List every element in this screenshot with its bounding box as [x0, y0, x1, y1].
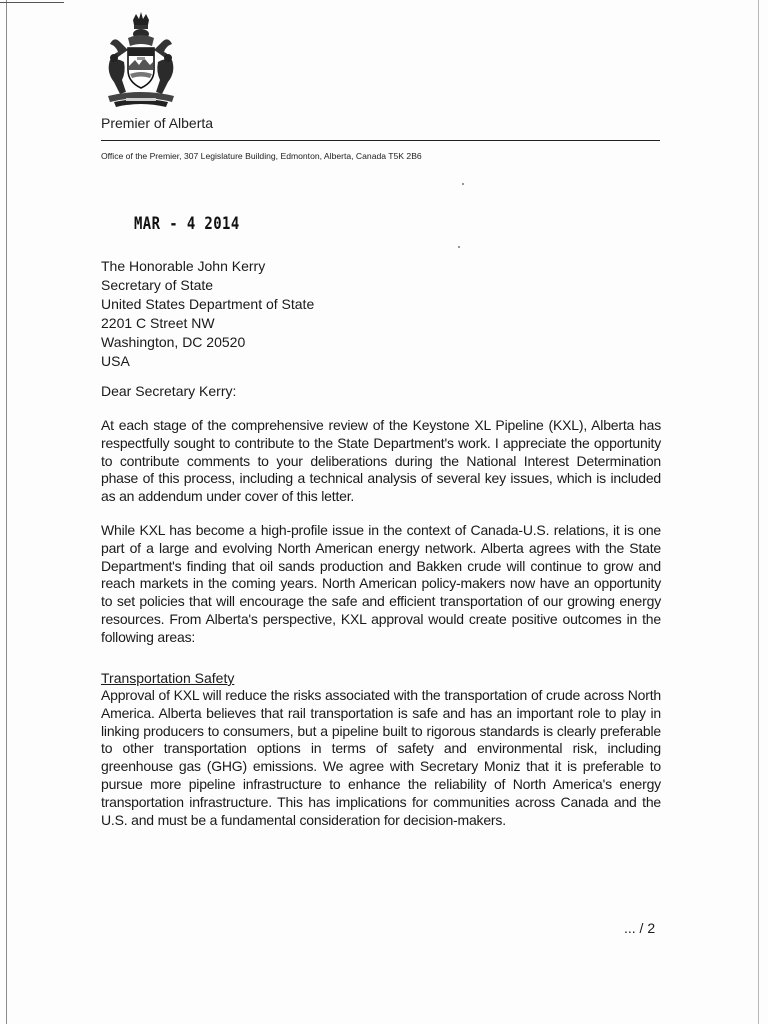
- recipient-line: Washington, DC 20520: [101, 334, 246, 350]
- section-heading-transportation-safety: Transportation Safety: [101, 670, 235, 686]
- page-continuation-number: ... / 2: [624, 920, 656, 936]
- recipient-line: Secretary of State: [101, 277, 214, 293]
- body-paragraph-3: Approval of KXL will reduce the risks associated with the transportation of crude across North America. Alberta believes that rail transportation is safe and has an important role to play in linking producers to consumers, but a pipeline built to rigorous standards is clearly preferable to other transportation options in terms of safety and environmental risk, including greenhouse gas (GHG) emissions. We agree with Secretary Moniz that it is preferable to pursue more pipeline infrastructure to enhance the reliability of North America's energy transportation infrastructure. This has implications for communities across Canada and the U.S. and must be a fundamental consideration for decision-makers.: [101, 687, 661, 828]
- salutation: Dear Secretary Kerry:: [101, 383, 237, 399]
- recipient-address-block: [101, 257, 314, 371]
- recipient-line: 2201 C Street NW: [101, 315, 215, 331]
- body-paragraph-2: While KXL has become a high-profile issue in the context of Canada-U.S. relations, it is one part of a large and evolving North American energy network. Alberta agrees with the State Department's finding that oil sands production and Bakken crude will continue to grow and reach markets in the coming years. North American policy-makers now have an opportunity to set policies that will encourage the safe and efficient transportation of our growing energy resources. From Alberta's perspective, KXL approval would create positive outcomes in the following areas:: [101, 522, 661, 645]
- recipient-line: The Honorable John Kerry: [101, 258, 266, 274]
- recipient-line: United States Department of State: [101, 296, 315, 312]
- scan-edge-right: [758, 0, 759, 1024]
- office-address: Office of the Premier, 307 Legislature Building, Edmonton, Alberta, Canada T5K 2B6: [101, 151, 422, 161]
- scan-speck: [462, 183, 464, 185]
- scan-top-mark: [0, 2, 64, 3]
- alberta-coat-of-arms-icon: [100, 10, 182, 110]
- scan-edge-left: [6, 0, 7, 1024]
- office-name: Premier of Alberta: [101, 115, 214, 131]
- date-stamp: MAR - 4 2014: [134, 214, 240, 234]
- body-paragraph-1: At each stage of the comprehensive review of the Keystone XL Pipeline (KXL), Alberta has respectfully sought to contribute to the State Department's work. I appreciate the opportunity to contribute comments to your deliberations during the National Interest Determination phase of this process, including a technical analysis of several key issues, which is included as an addendum under cover of this letter.: [101, 417, 661, 505]
- recipient-line: USA: [101, 353, 130, 369]
- letterhead-rule: [101, 140, 660, 141]
- scan-speck: [458, 246, 460, 248]
